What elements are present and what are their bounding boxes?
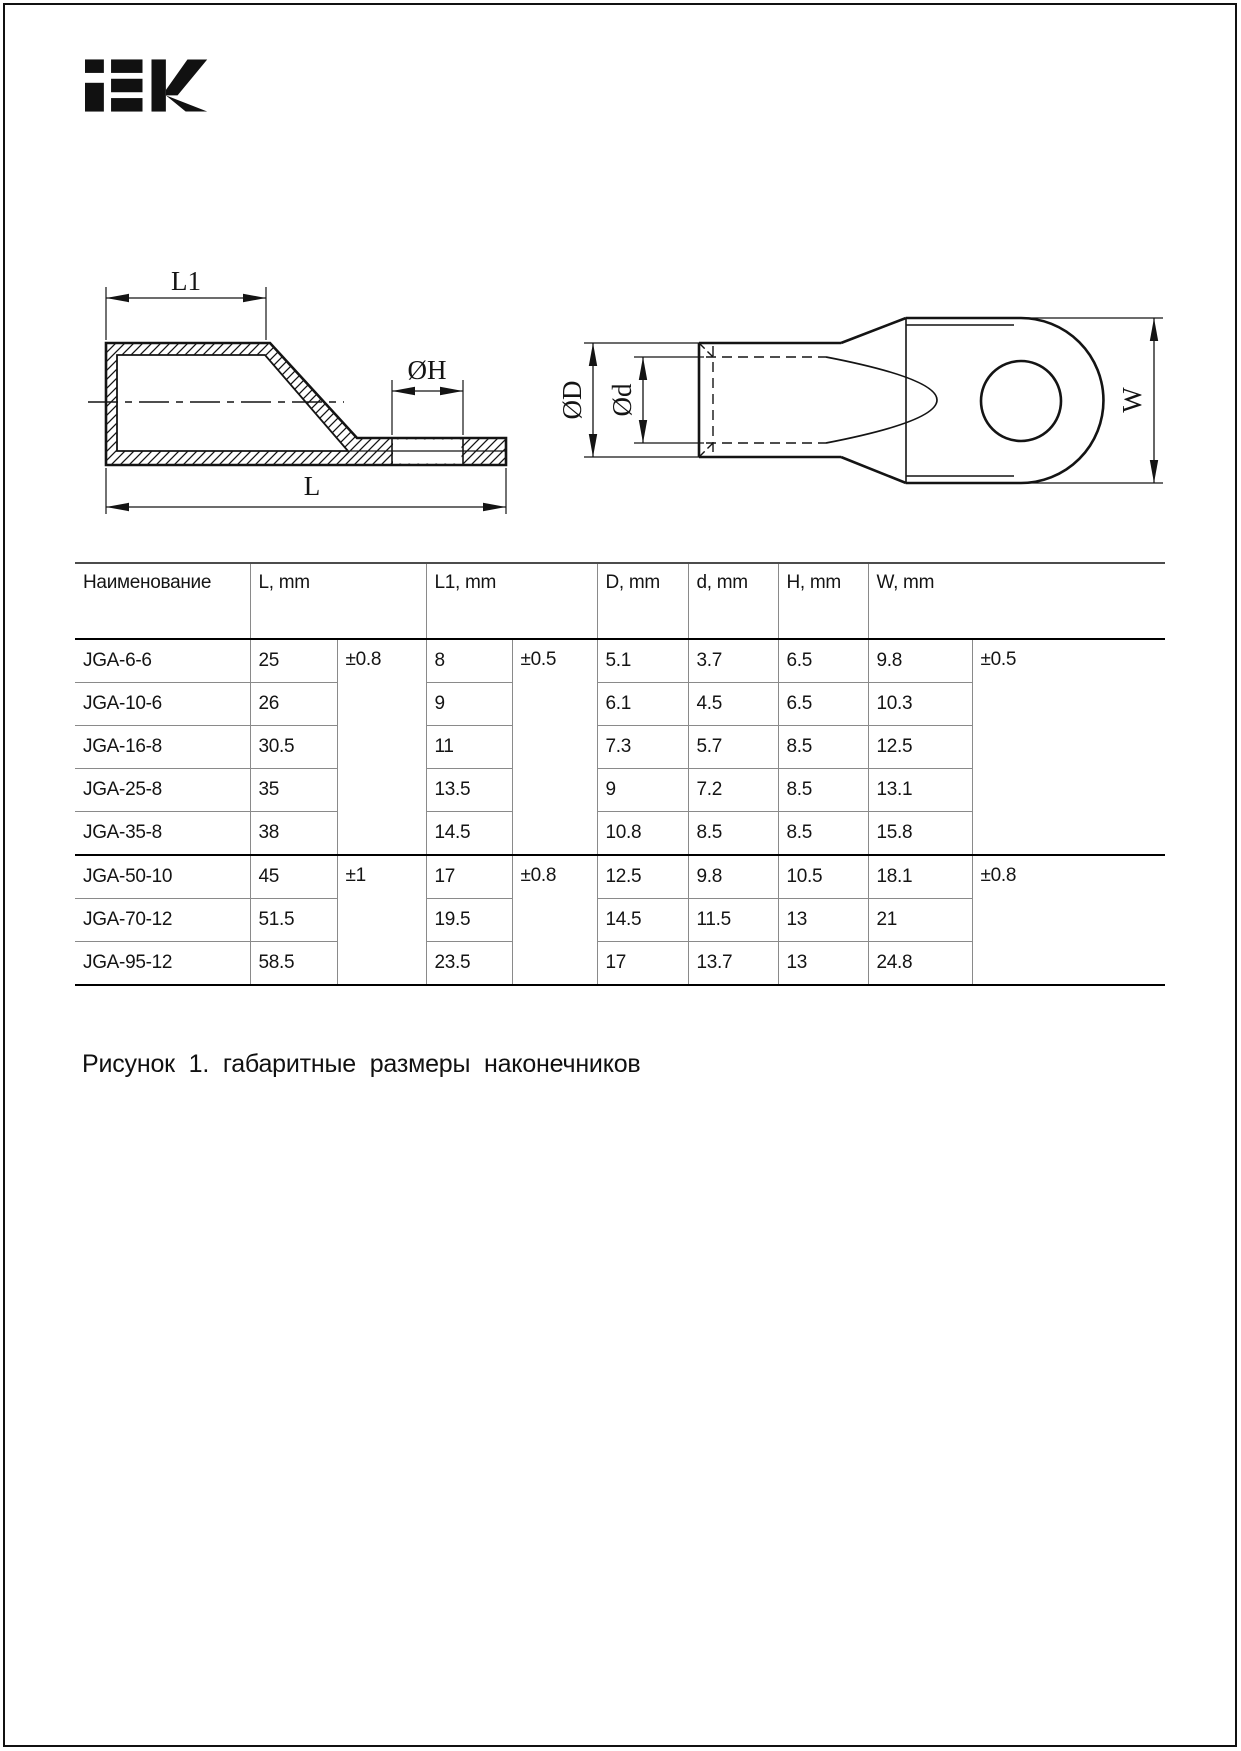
tolerance-cell-l: ±1 xyxy=(337,855,426,985)
value-cell-l1: 23.5 xyxy=(426,942,512,986)
value-cell-H: 6.5 xyxy=(778,683,868,726)
value-cell-D: 10.8 xyxy=(597,812,688,856)
col-header-W: W, mm xyxy=(868,563,1165,639)
value-cell-d: 5.7 xyxy=(688,726,778,769)
value-cell-l: 45 xyxy=(250,855,337,899)
figure-caption: Рисунок 1. габаритные размеры наконечников xyxy=(82,1050,641,1078)
value-cell-l1: 13.5 xyxy=(426,769,512,812)
value-cell-D: 5.1 xyxy=(597,639,688,683)
logo-e-bar xyxy=(111,59,142,72)
value-cell-l: 51.5 xyxy=(250,899,337,942)
value-cell-l1: 19.5 xyxy=(426,899,512,942)
product-name-cell: JGA-50-10 xyxy=(75,855,250,899)
product-name-cell: JGA-35-8 xyxy=(75,812,250,856)
table-row xyxy=(75,855,1165,899)
dim-label-outer-dia: ØD xyxy=(557,380,587,420)
value-cell-H: 8.5 xyxy=(778,726,868,769)
tolerance-cell-l: ±0.8 xyxy=(337,639,426,855)
tolerance-cell-W: ±0.8 xyxy=(972,855,1165,985)
col-header-D: D, mm xyxy=(597,563,688,639)
value-cell-D: 9 xyxy=(597,769,688,812)
chamfer-line xyxy=(699,343,714,358)
value-cell-D: 7.3 xyxy=(597,726,688,769)
logo-e-bar xyxy=(111,98,142,111)
value-cell-d: 11.5 xyxy=(688,899,778,942)
bolt-hole xyxy=(981,361,1061,441)
value-cell-W: 9.8 xyxy=(868,639,972,683)
tolerance-cell-l1: ±0.5 xyxy=(512,639,597,855)
value-cell-d: 3.7 xyxy=(688,639,778,683)
logo-i-dot xyxy=(85,59,104,72)
product-name-cell: JGA-16-8 xyxy=(75,726,250,769)
product-name-cell: JGA-10-6 xyxy=(75,683,250,726)
logo-k-stem xyxy=(151,59,165,111)
dim-label-width: W xyxy=(1117,387,1147,413)
value-cell-l: 38 xyxy=(250,812,337,856)
value-cell-H: 10.5 xyxy=(778,855,868,899)
product-name-cell: JGA-70-12 xyxy=(75,899,250,942)
product-name-cell: JGA-25-8 xyxy=(75,769,250,812)
value-cell-d: 9.8 xyxy=(688,855,778,899)
side-view xyxy=(88,266,506,514)
col-header-H: H, mm xyxy=(778,563,868,639)
chamfer-line xyxy=(699,442,714,457)
value-cell-l1: 14.5 xyxy=(426,812,512,856)
value-cell-H: 8.5 xyxy=(778,769,868,812)
value-cell-l: 58.5 xyxy=(250,942,337,986)
value-cell-W: 18.1 xyxy=(868,855,972,899)
dim-label-hole: ØH xyxy=(407,355,447,385)
col-header-d: d, mm xyxy=(688,563,778,639)
dimensions-table xyxy=(75,562,1165,986)
col-header-l1: L1, mm xyxy=(426,563,597,639)
value-cell-W: 24.8 xyxy=(868,942,972,986)
value-cell-H: 13 xyxy=(778,942,868,986)
iek-logo xyxy=(85,56,209,115)
dimensions-table-wrap xyxy=(75,562,1165,986)
value-cell-l: 25 xyxy=(250,639,337,683)
value-cell-D: 14.5 xyxy=(597,899,688,942)
value-cell-l1: 11 xyxy=(426,726,512,769)
dim-label-l: L xyxy=(303,471,321,501)
value-cell-H: 13 xyxy=(778,899,868,942)
value-cell-l1: 8 xyxy=(426,639,512,683)
technical-drawing xyxy=(70,245,1170,523)
flare-bottom xyxy=(841,457,906,483)
flare-top xyxy=(841,318,906,343)
tolerance-cell-l1: ±0.8 xyxy=(512,855,597,985)
table-header-row xyxy=(75,563,1165,639)
value-cell-l: 35 xyxy=(250,769,337,812)
product-name-cell: JGA-6-6 xyxy=(75,639,250,683)
dim-label-l1: L1 xyxy=(171,266,201,296)
value-cell-H: 6.5 xyxy=(778,639,868,683)
value-cell-W: 12.5 xyxy=(868,726,972,769)
logo-k-upper-leg xyxy=(166,59,207,95)
value-cell-W: 21 xyxy=(868,899,972,942)
value-cell-l: 30.5 xyxy=(250,726,337,769)
value-cell-l1: 9 xyxy=(426,683,512,726)
logo-e-bar xyxy=(111,79,142,92)
value-cell-D: 17 xyxy=(597,942,688,986)
value-cell-D: 6.1 xyxy=(597,683,688,726)
value-cell-W: 15.8 xyxy=(868,812,972,856)
product-name-cell: JGA-95-12 xyxy=(75,942,250,986)
value-cell-W: 13.1 xyxy=(868,769,972,812)
logo-i-stem xyxy=(85,83,104,112)
value-cell-l: 26 xyxy=(250,683,337,726)
col-header-name: Наименование xyxy=(75,563,250,639)
value-cell-d: 8.5 xyxy=(688,812,778,856)
dim-label-inner-dia: Ød xyxy=(607,383,637,417)
tolerance-cell-W: ±0.5 xyxy=(972,639,1165,855)
value-cell-d: 7.2 xyxy=(688,769,778,812)
value-cell-l1: 17 xyxy=(426,855,512,899)
front-view xyxy=(557,318,1163,483)
value-cell-H: 8.5 xyxy=(778,812,868,856)
socket-end-curve xyxy=(826,357,937,443)
value-cell-d: 4.5 xyxy=(688,683,778,726)
value-cell-D: 12.5 xyxy=(597,855,688,899)
table-row xyxy=(75,639,1165,683)
value-cell-W: 10.3 xyxy=(868,683,972,726)
col-header-l: L, mm xyxy=(250,563,426,639)
value-cell-d: 13.7 xyxy=(688,942,778,986)
